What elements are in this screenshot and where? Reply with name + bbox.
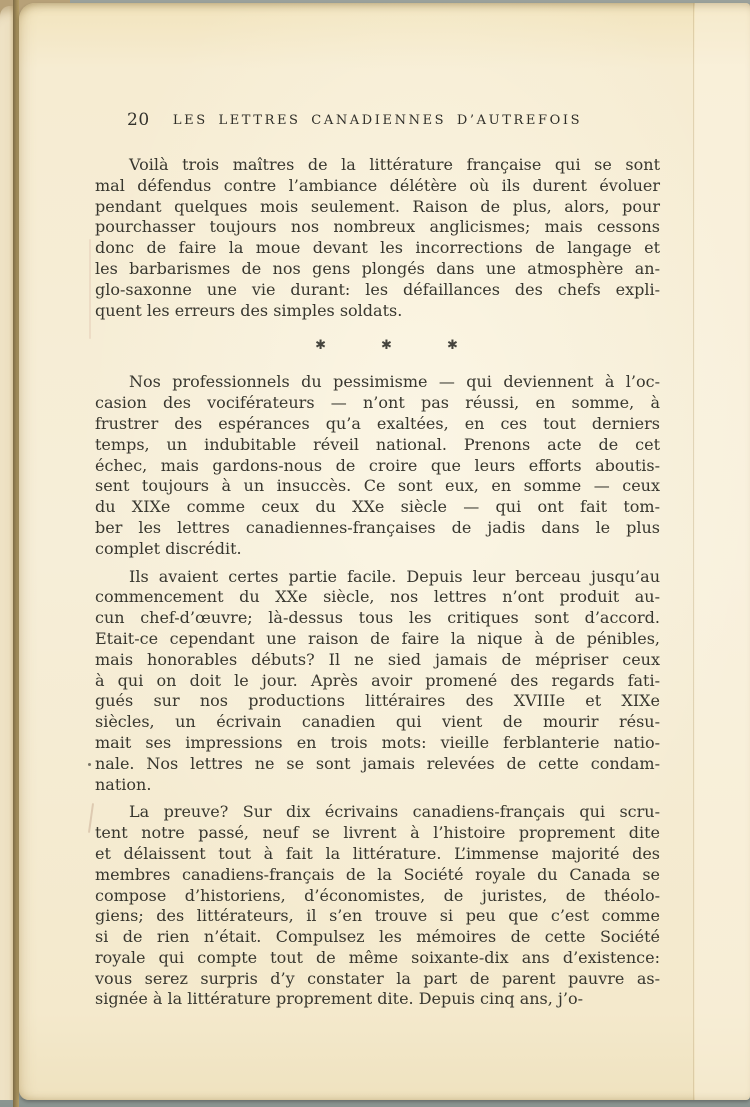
- text-line: pendant quelques mois seulement. Raison de plus, alors, pour: [95, 196, 660, 216]
- text-line: Ils avaient certes partie facile. Depuis leur berceau jusqu’au: [129, 566, 660, 586]
- paragraph: [95, 802, 660, 1010]
- text-line: à qui on doit le jour. Après avoir promené des regards fati-: [95, 670, 660, 690]
- page-content: [95, 3, 660, 1017]
- text-line: mait ses impressions en trois mots: vieille ferblanterie natio-: [95, 732, 660, 752]
- scan-artifact-line: [89, 239, 91, 339]
- text-line: cun chef-d’œuvre; là-dessus tous les critiques sont d’accord.: [95, 608, 660, 628]
- text-line: siècles, un écrivain canadien qui vient de mourir résu-: [95, 712, 660, 732]
- paragraph: [95, 567, 660, 796]
- section-separator: [113, 335, 660, 357]
- text-line: du XIXe comme ceux du XXe siècle — qui ont fait tom-: [95, 497, 660, 517]
- text-line: mal défendus contre l’ambiance délétère où ils durent évoluer: [95, 175, 660, 195]
- text-line: temps, un indubitable réveil national. Prenons acte de cet: [95, 434, 660, 454]
- stacked-page-edge: [0, 6, 13, 1100]
- text-line: vous serez surpris d’y constater la part de parent pauvre as-: [95, 968, 660, 988]
- text-line: glo-saxonne une vie durant: les défaillances des chefs expli-: [95, 279, 660, 299]
- text-line: membres canadiens-français de la Société royale du Canada se: [95, 864, 660, 884]
- text-line: tent notre passé, neuf se livrent à l’histoire proprement dite: [95, 823, 660, 843]
- paragraph: [95, 372, 660, 559]
- asterisk-icon: ✱: [315, 337, 327, 353]
- text-line: mais honorables débuts? Il ne sied jamais de mépriser ceux: [95, 649, 660, 669]
- asterisk-icon: ✱: [381, 337, 392, 353]
- text-body: [95, 155, 660, 1010]
- text-line: Nos professionnels du pessimisme — qui deviennent à l’oc-: [129, 372, 660, 392]
- text-line: royale qui compte tout de même soixante-dix ans d’existence:: [95, 947, 660, 967]
- text-line: ber les lettres canadiennes-françaises de jadis dans le plus: [95, 517, 660, 537]
- page-number: 20: [127, 110, 150, 130]
- text-line: complet discrédit.: [95, 538, 242, 558]
- running-title: LES LETTRES CANADIENNES D’AUTREFOIS: [172, 113, 583, 128]
- text-line: Etait-ce cependant une raison de faire la nique à de pénibles,: [95, 628, 660, 648]
- text-line: si de rien n’était. Compulsez les mémoires de cette Société: [95, 927, 660, 947]
- scan-artifact-dot: [88, 763, 91, 766]
- text-line: giens; des littérateurs, il s’en trouve si peu que c’est comme: [95, 906, 660, 926]
- text-line: échec, mais gardons-nous de croire que leurs efforts aboutis-: [95, 455, 660, 475]
- text-line: casion des vociférateurs — n’ont pas réussi, en somme, à: [95, 393, 660, 413]
- page-right-edge-line: [693, 3, 694, 1100]
- text-line: signée à la littérature proprement dite. Depuis cinq ans, j’o-: [95, 989, 584, 1009]
- scan-artifact-crease: [88, 803, 94, 833]
- asterisk-icon: ✱: [446, 337, 458, 353]
- text-line: frustrer des espérances qu’a exaltées, en ces tout derniers: [95, 413, 660, 433]
- text-line: et délaissent tout à fait la littérature. L’immense majorité des: [95, 843, 660, 863]
- book-page: [19, 3, 750, 1100]
- text-line: La preuve? Sur dix écrivains canadiens-français qui scru-: [129, 802, 660, 822]
- text-line: Voilà trois maîtres de la littérature française qui se sont: [129, 155, 660, 174]
- page-right-edge: [695, 3, 750, 1100]
- text-line: commencement du XXe siècle, nos lettres n’ont produit au-: [95, 587, 660, 607]
- page-header: [95, 110, 660, 134]
- text-line: gués sur nos productions littéraires des XVIIIe et XIXe: [95, 691, 660, 711]
- text-line: nation.: [95, 774, 152, 794]
- text-line: compose d’historiens, d’économistes, de juristes, de théolo-: [95, 885, 660, 905]
- text-line: donc de faire la moue devant les incorrections de langage et: [95, 238, 660, 258]
- text-line: sent toujours à un insuccès. Ce sont eux, en somme — ceux: [95, 476, 660, 496]
- paragraph: [95, 155, 660, 321]
- text-line: les barbarismes de nos gens plongés dans une atmosphère an-: [95, 258, 660, 278]
- text-line: nale. Nos lettres ne se sont jamais relevées de cette condam-: [95, 753, 660, 773]
- text-line: pourchasser toujours nos nombreux anglicismes; mais cessons: [95, 217, 660, 237]
- text-line: quent les erreurs des simples soldats.: [95, 300, 403, 320]
